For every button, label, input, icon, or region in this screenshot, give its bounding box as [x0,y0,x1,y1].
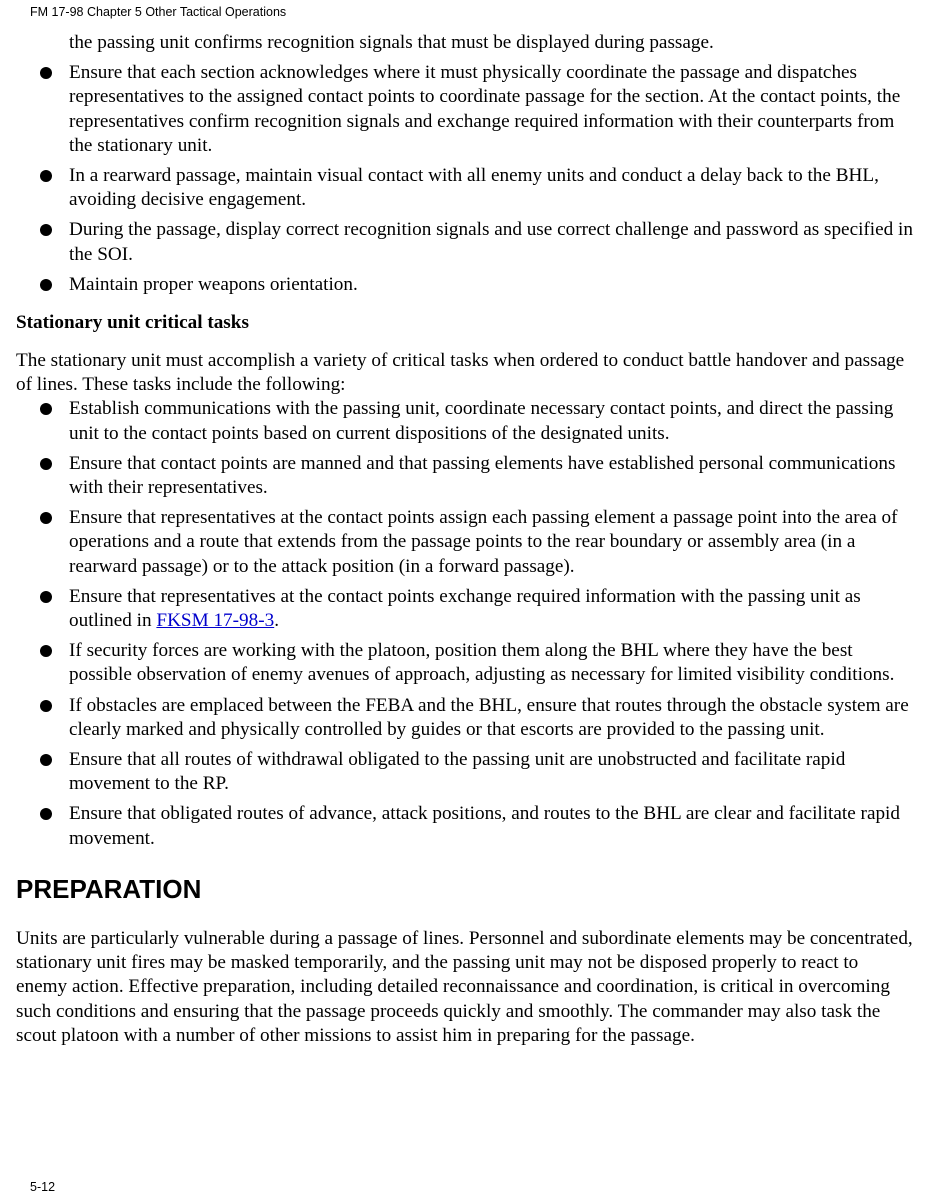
list-item [16,273,914,297]
list-item-text: If obstacles are emplaced between the FEBA and the BHL, ensure that routes through the obstacle system are clearly marked and physically controlled by guides or that escorts are provided to the passing unit. [69,694,909,740]
stationary-unit-task-list [16,397,914,850]
list-item-text: In a rearward passage, maintain visual contact with all enemy units and conduct a delay back to the BHL, avoiding decisive engagement. [69,165,879,211]
preparation-paragraph: Units are particularly vulnerable during a passage of lines. Personnel and subordinate elements may be concentrated, stationary unit fires may be masked temporarily, and the passing unit may not be disposed properly to react to enemy action. Effective preparation, including detailed reconnaissance and coordination, is critical in overcoming such conditions and ensuring that the passage proceeds quickly and smoothly. The commander may also task the scout platoon with a number of other missions to assist him in preparing for the passage. [16,927,913,1046]
bullet-icon [40,403,52,415]
list-item-text: Ensure that representatives at the contact points assign each passing element a passage point into the area of operations and a route that extends from the passage points to the rear boundary or assembly area (in a rearward passage) or to the attack position (in a forward passage). [69,507,898,577]
bullet-icon [40,279,52,291]
bullet-icon [40,591,52,603]
list-item [16,397,914,445]
list-item-text: Ensure that obligated routes of advance, attack positions, and routes to the BHL are clear and facilitate rapid movement. [69,803,900,849]
list-item [16,694,914,742]
bullet-icon [40,170,52,182]
list-item-text-before-link: Ensure that representatives at the contact points exchange required information with the passing unit as outlined in [69,585,861,632]
continued-bullet-text: the passing unit confirms recognition signals that must be displayed during passage. [69,32,714,53]
list-item-text: Ensure that all routes of withdrawal obligated to the passing unit are unobstructed and facilitate rapid movement to the RP. [69,749,846,795]
list-item-text: During the passage, display correct recognition signals and use correct challenge and password as specified in the SOI. [69,219,913,265]
bullet-icon [40,808,52,820]
list-item [16,585,914,633]
bullet-icon [40,224,52,236]
page-body [16,31,914,1048]
bullet-icon [40,754,52,766]
bullet-icon [40,67,52,79]
list-item-text: Maintain proper weapons orientation. [69,273,358,295]
fksm-reference-link[interactable]: FKSM 17-98-3 [156,610,275,632]
list-item [16,61,914,158]
list-item-text: Ensure that each section acknowledges where it must physically coordinate the passage and dispatches representatives to the assigned contact points to coordinate passage for the section. At the contact points, the representatives confirm recognition signals and exchange required information with their counterparts from the stationary unit. [69,62,901,156]
list-item [16,506,914,579]
list-item-text: Establish communications with the passing unit, coordinate necessary contact points, and direct the passing unit to the contact points based on current dispositions of the designated units. [69,398,894,444]
section-heading: PREPARATION [16,873,202,904]
list-item [16,164,914,212]
list-item [16,748,914,796]
bullet-icon [40,512,52,524]
list-item-text-after-link: . [274,610,280,632]
bullet-icon [40,700,52,712]
list-item-text: Ensure that contact points are manned and that passing elements have established personal communications with their representatives. [69,452,896,499]
list-item [16,639,914,687]
page-number: 5-12 [30,1180,56,1194]
subsection-heading: Stationary unit critical tasks [16,312,249,334]
bullet-icon [40,645,52,657]
running-header: FM 17-98 Chapter 5 Other Tactical Operations [30,5,287,19]
list-item-text: If security forces are working with the platoon, position them along the BHL where they have the best possible observation of enemy avenues of approach, adjusting as necessary for limited visibility conditions. [69,640,895,686]
intro-paragraph: The stationary unit must accomplish a variety of critical tasks when ordered to conduct battle handover and passage of lines. These tasks include the following: [16,350,905,396]
bullet-icon [40,458,52,470]
list-item [16,218,914,266]
list-item [16,802,914,850]
passing-unit-task-list [16,61,914,297]
list-item [16,452,914,500]
